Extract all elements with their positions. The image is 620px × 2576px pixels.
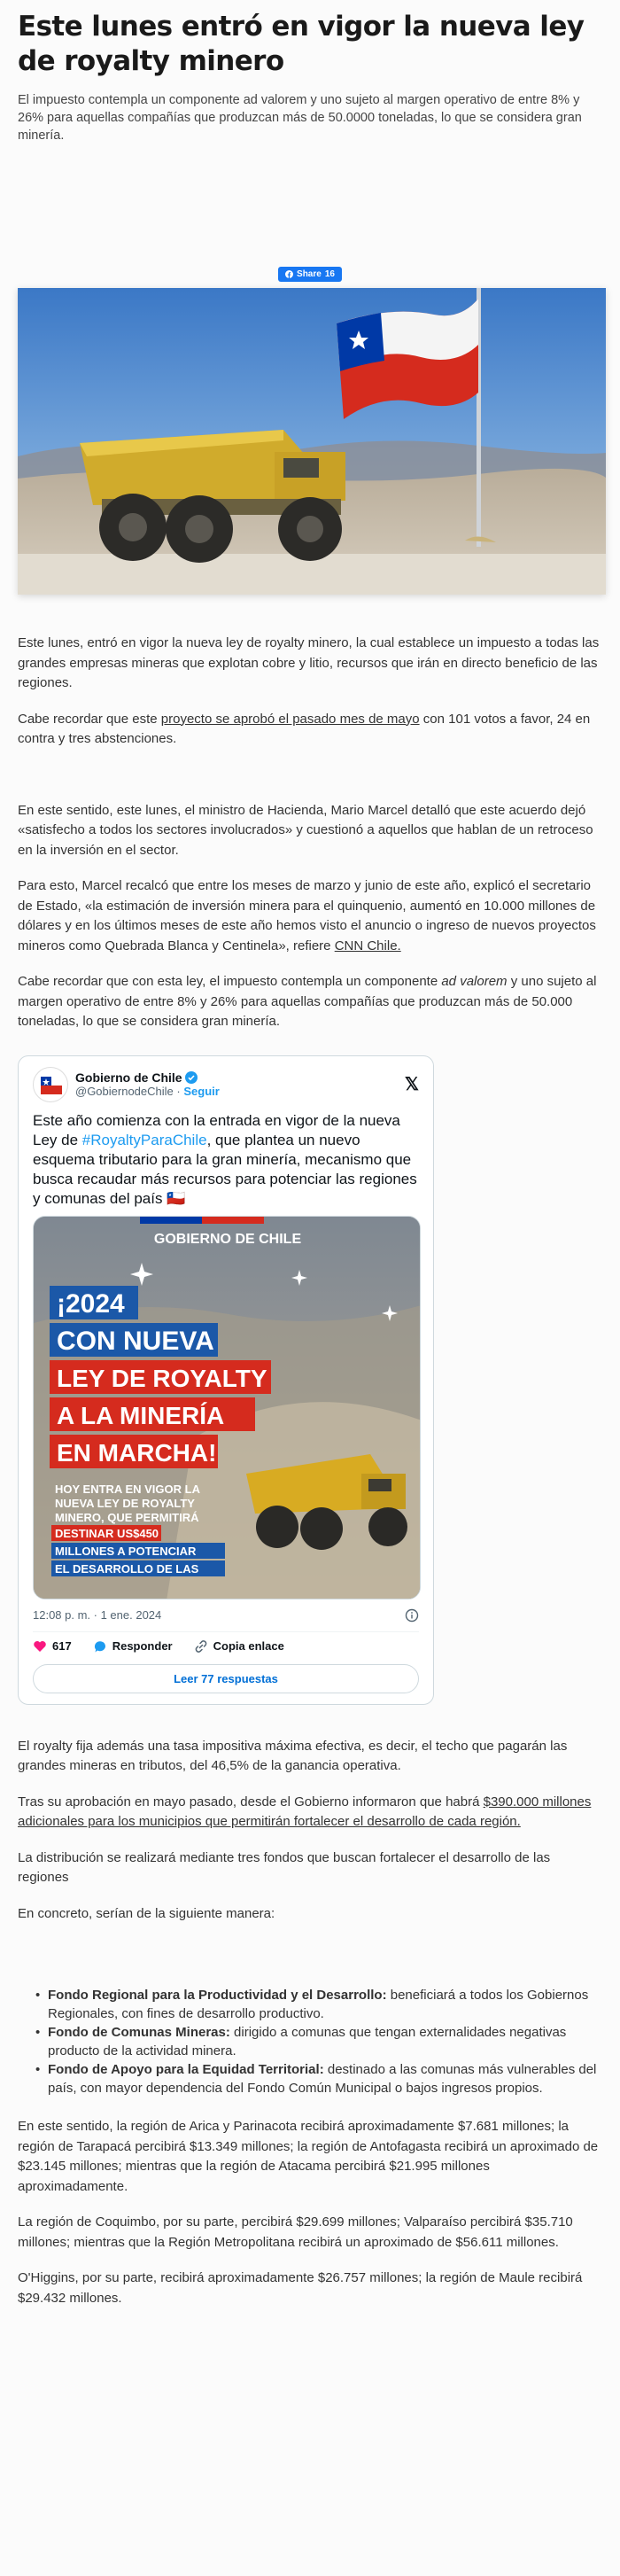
heart-icon	[33, 1639, 47, 1654]
section-regions	[18, 2117, 602, 2308]
tweet-header	[33, 1067, 419, 1102]
hero-image	[18, 288, 606, 595]
embedded-tweet	[18, 1055, 434, 1705]
section-funds-intro	[18, 1737, 602, 1925]
text: Este año comienza con la entrada en vigor de la nueva Ley de	[33, 1111, 400, 1148]
media-small: MINERO, QUE PERMITIRÁ	[55, 1510, 199, 1524]
like-count: 617	[52, 1639, 72, 1653]
text: , que plantea un nuevo esquema tributario para la gran minería, mecanismo que busca recaudar más recursos para potenciar las regiones y comunas del país 🇨🇱	[33, 1131, 417, 1207]
media-line: CON NUEVA	[57, 1326, 214, 1356]
media-line: EN MARCHA!	[57, 1438, 217, 1467]
article-lead: El impuesto contempla un componente ad valorem y uno sujeto al margen operativo de entre 8% y 26% para aquellas compañías que produzcan más de 50.0000 toneladas, lo que se considera gran minería.	[18, 93, 582, 143]
author-name[interactable]: Gobierno de Chile	[75, 1070, 182, 1085]
separator: ·	[176, 1085, 181, 1098]
paragraph: En este sentido, este lunes, el ministro de Hacienda, Mario Marcel detalló que este acuerdo dejó «satisfecho a todos los sectores involucrados» y cuestionó a aquellos que hablan de un retroceso en la inversión en el sector.	[18, 802, 593, 858]
reply-bubble-icon	[93, 1639, 107, 1654]
share-area	[18, 144, 602, 279]
article-title: Este lunes entró en vigor la nueva ley de royalty minero	[18, 11, 585, 77]
media-small: MILLONES A POTENCIAR	[55, 1544, 197, 1558]
text: y uno sujeto al margen operativo de entre 8% y 26% para aquellas compañías que produzcan más de 50.000 toneladas, lo que se considera gran minería.	[18, 974, 597, 1029]
info-icon[interactable]	[405, 1608, 419, 1623]
fund-name: Fondo de Comunas Mineras:	[48, 2025, 230, 2040]
media-small: NUEVA LEY DE ROYALTY	[55, 1496, 195, 1510]
cnn-chile-link[interactable]: CNN Chile.	[334, 938, 401, 953]
media-line: LEY DE ROYALTY	[57, 1364, 267, 1392]
tweet-timestamp-row	[33, 1608, 419, 1623]
text: Para esto, Marcel recalcó que entre los meses de marzo y junio de este año, explicó el secretario de Estado, «la estimación de inversión minera para el quinquenio, aumentó en 10.000 millones de dólares y en los últimos meses de este año hemos visto el anuncio o ingreso de nuevos proyectos mineros como Quebrada Blanca y Centinela», refiere	[18, 878, 596, 953]
reply-label: Responder	[112, 1639, 173, 1653]
section-intro	[18, 634, 602, 750]
like-button[interactable]	[33, 1639, 72, 1654]
text: con 101 votos a favor, 24 en contra y tres abstenciones.	[18, 711, 591, 746]
link-icon	[194, 1639, 208, 1654]
approval-link[interactable]: proyecto se aprobó el pasado mes de mayo	[160, 711, 420, 727]
list-item	[35, 2023, 602, 2060]
funds-list	[35, 1986, 602, 2097]
paragraph: El royalty fija además una tasa impositiva máxima efectiva, es decir, el techo que pagarán las grandes mineras en tributos, del 46,5% de la ganancia operativa.	[18, 1738, 568, 1773]
emphasis: ad valorem	[441, 974, 508, 989]
reply-button[interactable]	[93, 1639, 173, 1654]
tweet-text	[33, 1111, 419, 1209]
hashtag-link[interactable]: #RoyaltyParaChile	[81, 1131, 207, 1148]
paragraph: Este lunes, entró en vigor la nueva ley de royalty minero, la cual establece un impuesto a todas las grandes empresas mineras que explotan cobre y litio, recursos que irán en directo beneficio de las regiones.	[18, 635, 600, 690]
copy-link-button[interactable]	[194, 1639, 284, 1654]
tweet-timestamp[interactable]: 12:08 p. m. · 1 ene. 2024	[33, 1608, 162, 1622]
paragraph	[18, 710, 602, 750]
paragraph	[18, 876, 602, 956]
paragraph: En concreto, serían de la siguiente manera:	[18, 1905, 275, 1921]
fund-name: Fondo Regional para la Productividad y el Desarrollo:	[48, 1988, 387, 2003]
paragraph: En este sentido, la región de Arica y Parinacota recibirá aproximadamente $7.681 millones; la región de Tarapacá percibirá $13.349 millones; la región de Antofagasta recibirá un aproximado de $23.145 millones; mientras que la región de Atacama percibirá $21.995 millones aproximadamente.	[18, 2119, 599, 2194]
text: Cabe recordar que con esta ley, el impuesto contempla un componente	[18, 974, 442, 989]
media-small: EL DESARROLLO DE LAS	[55, 1561, 199, 1576]
text: Tras su aprobación en mayo pasado, desde el Gobierno informaron que habrá	[18, 1794, 484, 1809]
mining-truck-flag-photo	[18, 288, 606, 595]
follow-button[interactable]: Seguir	[183, 1085, 220, 1098]
fund-name: Fondo de Apoyo para la Equidad Territorial:	[48, 2062, 324, 2077]
fund-description: beneficiará a todos los Gobiernos Regionales, con fines de desarrollo productivo.	[48, 1988, 589, 2021]
media-brand: GOBIERNO DE CHILE	[153, 1231, 302, 1247]
text: Cabe recordar que este	[18, 711, 161, 727]
verified-badge-icon	[185, 1071, 198, 1084]
section-minister	[18, 801, 602, 1032]
share-label: Share	[297, 269, 322, 279]
author-handle: @GobiernodeChile	[75, 1085, 174, 1098]
facebook-icon	[285, 270, 293, 278]
media-small: HOY ENTRA EN VIGOR LA	[55, 1482, 200, 1496]
list-item	[35, 2060, 602, 2097]
paragraph: La distribución se realizará mediante tres fondos que buscan fortalecer el desarrollo de las regiones	[18, 1849, 551, 1885]
paragraph: O'Higgins, por su parte, recibirá aproximadamente $26.757 millones; la región de Maule recibirá $29.432 millones.	[18, 2270, 583, 2306]
x-logo-icon[interactable]: 𝕏	[404, 1075, 419, 1094]
millions-link[interactable]: $390.000 millones adicionales para los municipios que permitirán fortalecer el desarrollo de cada región.	[18, 1794, 592, 1829]
tweet-media-image[interactable]	[33, 1216, 421, 1599]
copy-label: Copia enlace	[213, 1639, 284, 1653]
facebook-share-button[interactable]	[278, 267, 342, 282]
tweet-actions	[33, 1631, 419, 1654]
fund-description: destinado a las comunas más vulnerables del país, con mayor dependencia del Fondo Común Municipal o bajos ingresos propios.	[48, 2062, 597, 2096]
media-small: DESTINAR US$450	[55, 1526, 159, 1540]
fund-description: dirigido a comunas que tengan externalidades negativas producto de la actividad minera.	[48, 2025, 567, 2058]
share-count: 16	[324, 269, 335, 279]
gobierno-logo-icon	[34, 1068, 68, 1102]
avatar[interactable]	[33, 1067, 68, 1102]
tweet-author	[75, 1070, 398, 1098]
paragraph	[18, 972, 602, 1032]
media-line: ¡2024	[57, 1288, 125, 1319]
media-line: A LA MINERÍA	[57, 1401, 225, 1429]
royalty-campaign-graphic	[34, 1217, 421, 1599]
paragraph: La región de Coquimbo, por su parte, percibirá $29.699 millones; Valparaíso percibirá $35.710 millones; mientras que la Región Metropolitana recibirá un aproximado de $56.611 millones.	[18, 2214, 573, 2250]
paragraph	[18, 1793, 602, 1833]
list-item	[35, 1986, 602, 2023]
read-replies-button[interactable]: Leer 77 respuestas	[33, 1664, 419, 1693]
